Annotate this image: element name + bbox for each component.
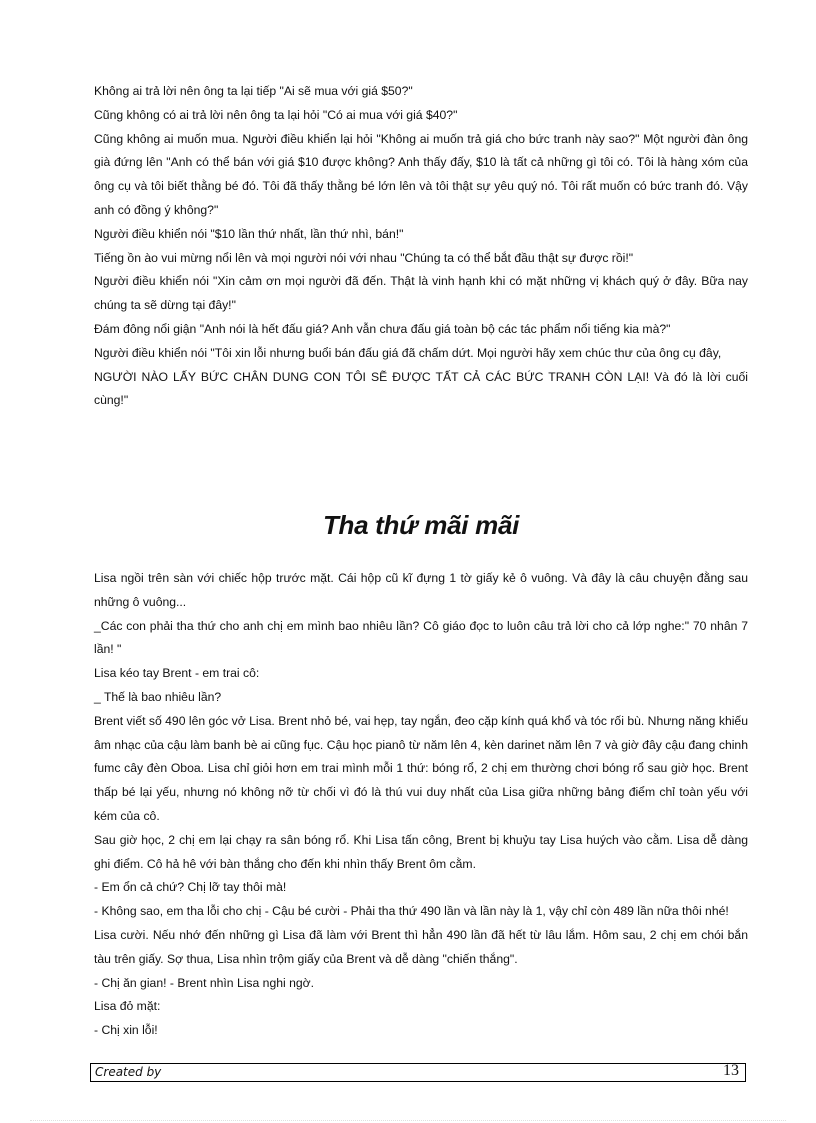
paragraph: _ Thế là bao nhiêu lần? <box>94 689 222 704</box>
paragraph: _Các con phải tha thứ cho anh chị em mình bao nhiêu lần? Cô giáo đọc to luôn câu trả lời cho cả lớp nghe:" 70 nhân 7 lần! " <box>94 618 748 657</box>
paragraph: - Em ổn cả chứ? Chị lỡ tay thôi mà! <box>94 880 287 895</box>
paragraph: Sau giờ học, 2 chị em lại chạy ra sân bóng rổ. Khi Lisa tấn công, Brent bị khuỷu tay Lisa huých vào cằm. Lisa dễ dàng ghi điểm. Cô hả hê với bàn thắng cho đến khi nhìn thấy Brent ôm cằm. <box>94 832 748 871</box>
paragraph: Cũng không có ai trả lời nên ông ta lại hỏi "Có ai mua với giá $40?" <box>94 107 458 122</box>
paragraph: Người điều khiển nói "$10 lần thứ nhất, lần thứ nhì, bán!" <box>94 226 404 241</box>
footer-created-by: Created by <box>95 1065 162 1079</box>
paragraph: Người điều khiển nói "Xin cảm ơn mọi người đã đến. Thật là vinh hạnh khi có mặt những vị khách quý ở đây. Bữa nay chúng ta sẽ dừng tại đây!" <box>94 274 748 313</box>
page-number: 13 <box>723 1062 739 1079</box>
paragraph: Lisa kéo tay Brent - em trai cô: <box>94 666 260 681</box>
paragraph: - Chị ăn gian! - Brent nhìn Lisa nghi ngờ. <box>94 975 315 990</box>
story-text-block <box>94 567 748 1043</box>
paragraph: Brent viết số 490 lên góc vở Lisa. Brent nhỏ bé, vai hẹp, tay ngắn, đeo cặp kính quá khổ và tóc rối bù. Nhưng năng khiếu âm nhạc của cậu làm banh bè ai cũng fục. Cậu học pianô từ năm lên 4, kèn darinet năm lên 7 và giờ đây cậu đang chinh fumc cây đèn Oboa. Lisa chỉ giỏi hơn em trai mình mỗi 1 thứ: bóng rổ, 2 chị em thường chơi bóng rổ sau giờ học. Brent thấp bé lại yếu, nhưng nó không nỡ từ chối vì đó là thú vui duy nhất của Lisa giữa những bảng điểm chỉ toàn yếu với kém của cô. <box>94 713 748 823</box>
page-bottom-divider <box>30 1120 786 1121</box>
paragraph: Không ai trả lời nên ông ta lại tiếp "Ai sẽ mua với giá $50?" <box>94 84 413 98</box>
paragraph: Lisa ngồi trên sàn với chiếc hộp trước mặt. Cái hộp cũ kĩ đựng 1 tờ giấy kẻ ô vuông. Và đây là câu chuyện đằng sau những ô vuông... <box>94 571 748 609</box>
intro-text-block <box>94 80 748 413</box>
page-title: Tha thứ mãi mãi <box>322 510 520 540</box>
page-footer <box>90 1063 746 1082</box>
paragraph: Cũng không ai muốn mua. Người điều khiển lại hỏi "Không ai muốn trả giá cho bức tranh này sao?" Một người đàn ông già đứng lên "Anh có thể bán với giá $10 được không? Anh thấy đấy, $10 là tất cả những gì tôi có. Tôi là hàng xóm của ông cụ và tôi biết thằng bé đó. Tôi đã thấy thằng bé lớn lên và tôi thật sự yêu quý nó. Tôi rất muốn có bức tranh đó. Vậy anh có đồng ý không?" <box>94 131 748 217</box>
paragraph: Lisa đỏ mặt: <box>94 999 161 1014</box>
paragraph: - Chị xin lỗi! <box>94 1023 158 1038</box>
paragraph: Lisa cười. Nếu nhớ đến những gì Lisa đã làm với Brent thì hẳn 490 lần đã hết từ lâu lắm. Hôm sau, 2 chị em chói bắn tàu trên giấy. Sợ thua, Lisa nhìn trộm giấy của Brent và dễ dàng "chiến thắng". <box>94 927 748 966</box>
paragraph: Người điều khiển nói "Tôi xin lỗi nhưng buổi bán đấu giá đã chấm dứt. Mọi người hãy xem chúc thư của ông cụ đây, <box>94 345 722 360</box>
paragraph: - Không sao, em tha lỗi cho chị - Cậu bé cười - Phải tha thứ 490 lần và lần này là 1, vậy chỉ còn 489 lần nữa thôi nhé! <box>94 904 729 919</box>
paragraph: Đám đông nổi giận "Anh nói là hết đấu giá? Anh vẫn chưa đấu giá toàn bộ các tác phẩm nổi tiếng kia mà?" <box>94 321 671 336</box>
paragraph: Tiếng ồn ào vui mừng nổi lên và mọi người nói với nhau "Chúng ta có thể bắt đầu thật sự được rồi!" <box>94 250 634 265</box>
paragraph: NGƯỜI NÀO LẤY BỨC CHÂN DUNG CON TÔI SẼ ĐƯỢC TẤT CẢ CÁC BỨC TRANH CÒN LẠI! Và đó là lời cuối cùng!" <box>94 369 748 408</box>
